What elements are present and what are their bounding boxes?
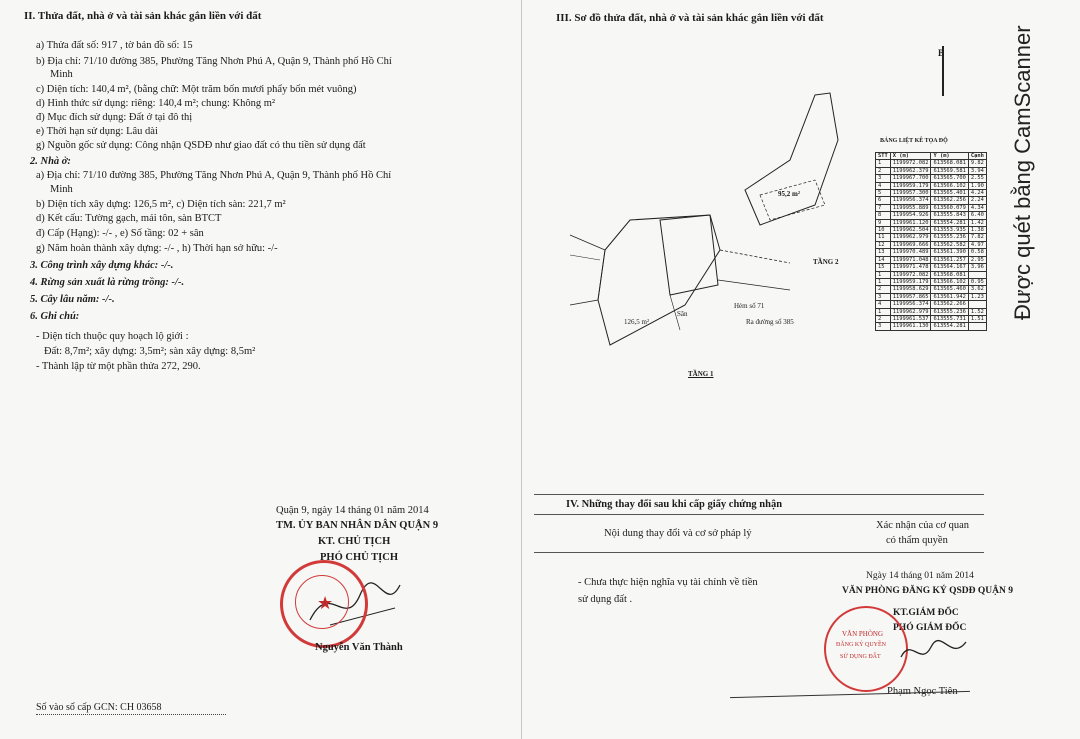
coord-table [875, 152, 987, 331]
floor1-area: 126,5 m² [624, 318, 650, 326]
coord-cell: 1199972.082 [890, 271, 931, 278]
house-address-1: a) Địa chỉ: 71/10 đường 385, Phường Tăng Nhơn Phú A, Quận 9, Thành phố Hồ Chí [36, 170, 392, 181]
coord-cell: 1 [876, 278, 891, 285]
coord-row [876, 315, 987, 322]
coord-cell: 13 [876, 249, 891, 256]
coord-row [876, 234, 987, 241]
coord-row [876, 153, 987, 160]
coord-cell: 0.95 [968, 278, 986, 285]
coord-cell: 4.97 [968, 241, 986, 248]
coord-cell: 0.58 [968, 249, 986, 256]
coord-cell: 2.24 [968, 197, 986, 204]
section-4-title: IV. Những thay đổi sau khi cấp giấy chứng nhận [566, 499, 783, 510]
coord-cell: 1199956.374 [890, 301, 931, 308]
coord-cell [968, 301, 986, 308]
coord-row [876, 293, 987, 300]
coord-cell: 9 [876, 219, 891, 226]
coord-cell: 613569.581 [931, 167, 968, 174]
address-line-2: Minh [50, 69, 73, 80]
coord-cell: 2 [876, 167, 891, 174]
stamp-text-3: SỬ DỤNG ĐẤT [840, 654, 881, 660]
coord-cell: 1199957.300 [890, 190, 931, 197]
coord-cell: STT [876, 153, 891, 160]
forest-line: 4. Rừng sản xuất là rừng trồng: -/-. [30, 277, 185, 288]
coord-cell: 1.42 [968, 219, 986, 226]
coord-cell: 613562.256 [931, 197, 968, 204]
coord-cell [968, 323, 986, 330]
coord-cell: 1.38 [968, 227, 986, 234]
coord-cell: 1199967.700 [890, 175, 931, 182]
house-heading: 2. Nhà ở: [30, 156, 71, 167]
coord-row [876, 249, 987, 256]
coord-table-title: BẢNG LIỆT KÊ TỌA ĐỘ [880, 138, 948, 144]
note-3: - Thành lập từ một phần thửa 272, 290. [36, 361, 201, 372]
section-2-title: II. Thửa đất, nhà ở và tài sản khác gắn liền với đất [24, 10, 262, 22]
alley-label: Hẻm số 71 [734, 302, 765, 310]
coord-cell: 1199962.379 [890, 167, 931, 174]
coord-cell: Y (m) [931, 153, 968, 160]
confirm-column-header-1: Xác nhận của cơ quan [876, 520, 970, 531]
coord-cell: 1199956.374 [890, 197, 931, 204]
coord-row [876, 190, 987, 197]
floor1-label: TẦNG 1 [688, 370, 714, 378]
coord-cell: 1.23 [968, 293, 986, 300]
section4-header-rule [534, 514, 984, 515]
origin-line: g) Nguồn gốc sử dụng: Công nhận QSDĐ như giao đất có thu tiền sử dụng đất [36, 140, 366, 151]
coord-cell: 3 [876, 323, 891, 330]
change-entry-1: - Chưa thực hiện nghĩa vụ tài chính về tiền [578, 577, 758, 588]
coord-cell: 1199959.179 [890, 278, 931, 285]
stamp-text-2: ĐĂNG KÝ QUYỀN [836, 642, 886, 648]
coord-cell: Cạnh [968, 153, 986, 160]
confirm-date: Ngày 14 tháng 01 năm 2014 [866, 571, 974, 581]
coord-cell: 1199971.048 [890, 256, 931, 263]
floor2-area: 95,2 m² [778, 190, 800, 198]
coord-cell: 613564.167 [931, 264, 968, 271]
coord-row [876, 264, 987, 271]
coord-cell: 11 [876, 234, 891, 241]
floor1-outline [598, 215, 720, 345]
coord-cell: 613555.731 [931, 315, 968, 322]
coord-cell: 3 [876, 293, 891, 300]
coord-cell: 613566.102 [931, 278, 968, 285]
coord-cell: 1 [876, 271, 891, 278]
coord-cell: 1199957.865 [890, 293, 931, 300]
address-line-1: b) Địa chỉ: 71/10 đường 385, Phường Tăng Nhơn Phú A, Quận 9, Thành phố Hồ Chí [36, 56, 392, 67]
coord-row [876, 271, 987, 278]
coord-row [876, 241, 987, 248]
purpose-line: đ) Mục đích sử dụng: Đất ở tại đô thị [36, 112, 193, 123]
coord-cell: 1199970.489 [890, 249, 931, 256]
coord-row [876, 227, 987, 234]
perennial-line: 5. Cây lâu năm: -/-. [30, 294, 115, 305]
coord-row [876, 197, 987, 204]
coord-cell: 14 [876, 256, 891, 263]
coord-cell: 1199971.478 [890, 264, 931, 271]
coord-cell: 613555.236 [931, 234, 968, 241]
coord-cell: 1.52 [968, 308, 986, 315]
coord-row [876, 219, 987, 226]
coord-cell: 1 [876, 160, 891, 167]
coord-cell: 1199961.120 [890, 219, 931, 226]
coord-cell: 1199955.889 [890, 204, 931, 211]
coord-cell: 1199954.926 [890, 212, 931, 219]
vice-chairman: PHÓ CHỦ TỊCH [320, 552, 398, 563]
coord-cell: 3.94 [968, 167, 986, 174]
coord-cell: 2.55 [968, 175, 986, 182]
grade-floors-line: đ) Cấp (Hạng): -/- , e) Số tầng: 02 + sân [36, 228, 204, 239]
coord-cell: 12 [876, 241, 891, 248]
coord-row [876, 278, 987, 285]
coord-cell: 7 [876, 204, 891, 211]
coord-cell: 1199962.979 [890, 308, 931, 315]
star-icon: ★ [317, 593, 334, 613]
area-line: c) Diện tích: 140,4 m², (bằng chữ: Một trăm bốn mươi phẩy bốn mét vuông) [36, 84, 357, 95]
serial-underline [36, 714, 226, 715]
coord-cell: 6 [876, 197, 891, 204]
coord-cell: 1 [876, 308, 891, 315]
coord-cell: 1199961.537 [890, 315, 931, 322]
section4-top-rule [534, 494, 984, 495]
coord-cell: 6.40 [968, 212, 986, 219]
coord-cell: 613566.102 [931, 182, 968, 189]
section4-body-rule [534, 552, 984, 553]
coord-cell: 613565.700 [931, 175, 968, 182]
section-3-title: III. Sơ đồ thửa đất, nhà ở và tài sản khác gắn liền với đất [556, 12, 824, 24]
coord-cell: X (m) [890, 153, 931, 160]
coord-row [876, 182, 987, 189]
house-area-line: b) Diện tích xây dựng: 126,5 m², c) Diện tích sàn: 221,7 m² [36, 199, 286, 210]
coord-cell: 4 [876, 301, 891, 308]
floor2-label: TẦNG 2 [813, 258, 839, 266]
coord-row [876, 256, 987, 263]
coord-cell: 15 [876, 264, 891, 271]
coord-row [876, 301, 987, 308]
watermark-text: Được quét bằng CamScanner [1010, 25, 1035, 320]
coord-cell: 613565.401 [931, 190, 968, 197]
red-seal-1 [280, 560, 368, 648]
floor2-outline [745, 93, 838, 225]
coord-row [876, 308, 987, 315]
page-fold [521, 0, 522, 739]
registration-office: VĂN PHÒNG ĐĂNG KÝ QSDĐ QUẬN 9 [842, 586, 1013, 596]
coord-cell [968, 271, 986, 278]
signer-name-2: Phạm Ngọc Tiên [887, 686, 958, 697]
kt-director: KT.GIÁM ĐỐC [893, 608, 959, 618]
coord-cell: 613553.935 [931, 227, 968, 234]
term-line: e) Thời hạn sử dụng: Lâu dài [36, 126, 158, 137]
coord-cell: 613561.942 [931, 293, 968, 300]
usage-form-line: d) Hình thức sử dụng: riêng: 140,4 m²; chung: Không m² [36, 98, 276, 109]
floor-plan-diagram [560, 85, 880, 385]
coord-cell: 4.24 [968, 190, 986, 197]
coord-row [876, 160, 987, 167]
coord-cell: 613568.081 [931, 160, 968, 167]
north-label: B [938, 48, 945, 58]
coord-cell: 613565.460 [931, 286, 968, 293]
issue-date: Quận 9, ngày 14 tháng 01 năm 2014 [276, 505, 429, 516]
coord-cell: 10 [876, 227, 891, 234]
coord-cell: 9.82 [968, 160, 986, 167]
coord-row [876, 204, 987, 211]
note-2: Đất: 8,7m²; xây dựng: 3,5m²; sàn xây dựng: 8,5m² [44, 346, 256, 357]
coord-cell: 2 [876, 315, 891, 322]
other-construction: 3. Công trình xây dựng khác: -/-. [30, 260, 174, 271]
coord-cell: 613562.582 [931, 241, 968, 248]
parcel-number-line: a) Thửa đất số: 917 , tờ bản đồ số: 15 [36, 40, 193, 51]
coord-cell: 613561.257 [931, 256, 968, 263]
coord-row [876, 167, 987, 174]
coord-cell: 613555.843 [931, 212, 968, 219]
coord-cell: 613555.236 [931, 308, 968, 315]
house-address-2: Minh [50, 184, 73, 195]
coord-cell: 1199972.082 [890, 160, 931, 167]
note-1: - Diện tích thuộc quy hoạch lộ giới : [36, 331, 189, 342]
yard-label: Sân [677, 310, 688, 318]
coord-row [876, 212, 987, 219]
year-line: g) Năm hoàn thành xây dựng: -/- , h) Thời hạn sở hữu: -/- [36, 243, 278, 254]
structure-line: d) Kết cấu: Tường gạch, mái tôn, sàn BTCT [36, 213, 222, 224]
coord-cell: 2 [876, 286, 891, 293]
serial-number: Số vào sổ cấp GCN: CH 03658 [36, 702, 162, 713]
coord-cell: 5 [876, 190, 891, 197]
stamp-text-1: VĂN PHÒNG [842, 630, 884, 638]
coord-cell: 613554.281 [931, 219, 968, 226]
coord-cell: 613560.079 [931, 204, 968, 211]
coord-cell: 8 [876, 212, 891, 219]
signer-name-1: Nguyễn Văn Thành [315, 642, 403, 653]
coord-cell: 1199959.179 [890, 182, 931, 189]
changes-column-header: Nội dung thay đổi và cơ sở pháp lý [604, 528, 752, 539]
coord-cell: 1.90 [968, 182, 986, 189]
coord-cell: 4 [876, 182, 891, 189]
kt-chairman: KT. CHỦ TỊCH [318, 536, 391, 547]
coord-cell: 1199961.130 [890, 323, 931, 330]
issuing-authority: TM. ỦY BAN NHÂN DÂN QUẬN 9 [276, 520, 439, 531]
confirm-column-header-2: có thẩm quyền [886, 535, 948, 546]
coord-cell: 1199969.666 [890, 241, 931, 248]
deputy-director: PHÓ GIÁM ĐỐC [893, 623, 967, 633]
coord-cell: 1199962.504 [890, 227, 931, 234]
road-label: Ra đường số 385 [746, 318, 794, 326]
coord-cell: 1199958.629 [890, 286, 931, 293]
signature-2 [896, 632, 976, 672]
coord-cell: 613554.281 [931, 323, 968, 330]
coord-row [876, 286, 987, 293]
coord-cell: 1199962.979 [890, 234, 931, 241]
coord-cell: 613561.390 [931, 249, 968, 256]
coord-cell: 1.51 [968, 315, 986, 322]
coord-row [876, 175, 987, 182]
coord-cell: 3 [876, 175, 891, 182]
coord-cell: 2.95 [968, 256, 986, 263]
coord-cell: 613568.081 [931, 271, 968, 278]
coord-row [876, 323, 987, 330]
coord-cell: 4.34 [968, 204, 986, 211]
coord-cell: 7.82 [968, 234, 986, 241]
change-entry-2: sử dụng đất . [578, 594, 633, 605]
coord-cell: 613562.266 [931, 301, 968, 308]
coord-cell: 3.96 [968, 264, 986, 271]
notes-heading: 6. Ghi chú: [30, 311, 80, 322]
coord-cell: 3.62 [968, 286, 986, 293]
